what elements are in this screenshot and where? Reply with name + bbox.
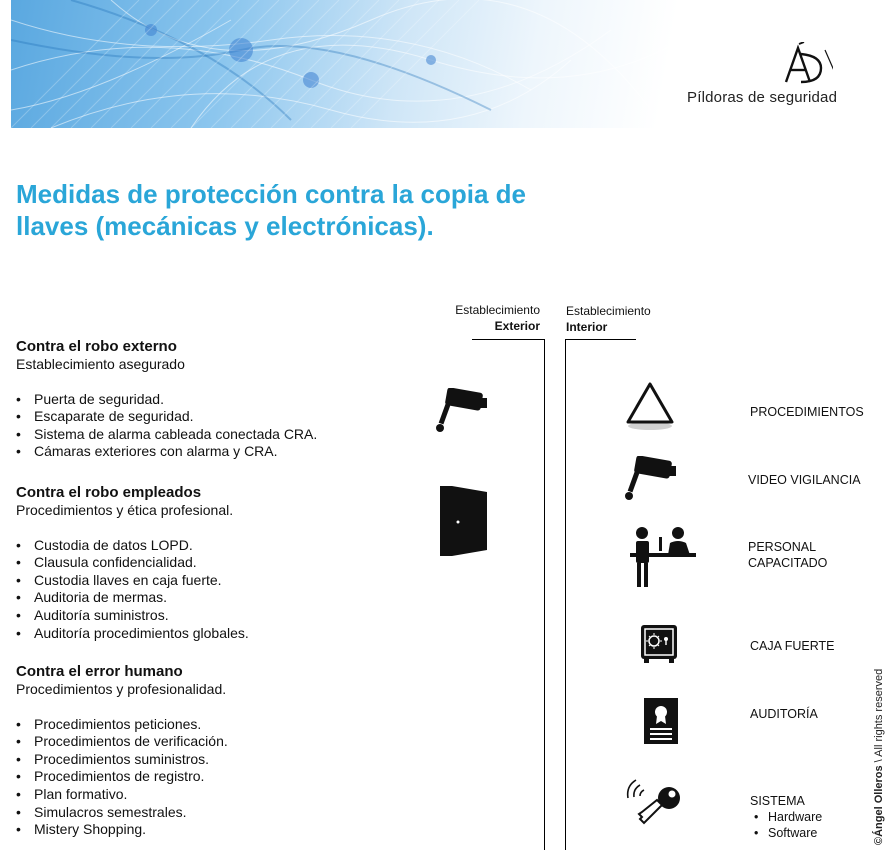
list-item: • Cámaras exteriores con alarma y CRA.: [16, 443, 416, 461]
list-item: • Hardware: [750, 809, 822, 825]
wireless-key-icon: [622, 774, 684, 828]
exterior-column-divider: [544, 339, 545, 850]
column-header-interior-top: Establecimiento: [566, 304, 651, 318]
section-robo-empleados: [16, 484, 416, 642]
list-item: • Software: [750, 825, 822, 841]
page-title: Medidas de protección contra la copia de llaves (mecánicas y electrónicas).: [16, 179, 527, 241]
label-procedimientos: PROCEDIMIENTOS: [750, 405, 864, 419]
column-header-exterior-top: Establecimiento: [455, 303, 540, 317]
certificate-icon: [644, 698, 678, 744]
label-personal-line2: CAPACITADO: [748, 556, 828, 570]
section-list: [16, 391, 416, 461]
list-item: • Mistery Shopping.: [16, 821, 416, 839]
label-sistema: [750, 793, 822, 841]
brand-tagline: Píldoras de seguridad: [687, 89, 838, 106]
interior-header-rule: [565, 339, 636, 340]
column-header-interior-bottom: Interior: [566, 320, 608, 334]
section-subtitle: Procedimientos y ética profesional.: [16, 502, 234, 518]
list-item: • Puerta de seguridad.: [16, 391, 416, 409]
list-item: • Clausula confidencialidad.: [16, 554, 416, 572]
label-video-vigilancia: VIDEO VIGILANCIA: [748, 473, 861, 487]
copyright-author: ©Ángel Olleros: [873, 765, 885, 845]
section-title: Contra el robo empleados: [16, 484, 202, 501]
list-item: • Escaparate de seguridad.: [16, 408, 416, 426]
list-item: • Custodia llaves en caja fuerte.: [16, 572, 416, 590]
network-background-graphic: [11, 0, 880, 128]
section-title: Contra el robo externo: [16, 338, 177, 355]
label-personal: [748, 539, 827, 571]
sistema-list: [750, 809, 822, 841]
list-item: • Custodia de datos LOPD.: [16, 537, 416, 555]
label-personal-line1: PERSONAL: [748, 540, 817, 554]
list-item: • Auditoria de mermas.: [16, 589, 416, 607]
staff-counter-icon: [628, 525, 698, 589]
list-item: • Auditoría procedimientos globales.: [16, 625, 416, 643]
list-item: • Procedimientos peticiones.: [16, 716, 416, 734]
list-item: • Procedimientos de verificación.: [16, 733, 416, 751]
list-item: • Auditoría suministros.: [16, 607, 416, 625]
brand-logo: [773, 42, 833, 88]
column-header-interior: [566, 303, 676, 335]
door-icon: [440, 486, 488, 556]
label-caja-fuerte: CAJA FUERTE: [750, 639, 835, 653]
interior-column-divider: [565, 339, 566, 850]
list-item: • Procedimientos de registro.: [16, 768, 416, 786]
section-robo-externo: [16, 338, 416, 461]
section-subtitle: Establecimiento asegurado: [16, 356, 185, 372]
header-banner: [11, 0, 880, 128]
column-header-exterior: [447, 302, 540, 334]
column-header-exterior-bottom: Exterior: [494, 319, 540, 333]
section-title: Contra el error humano: [16, 663, 183, 680]
section-list: [16, 716, 416, 839]
copyright-notice: ©Ángel Olleros \ All rights reserved: [873, 668, 885, 845]
label-auditoria: AUDITORÍA: [750, 707, 818, 721]
list-item: • Procedimientos suministros.: [16, 751, 416, 769]
label-sistema-title: SISTEMA: [750, 794, 805, 808]
warning-triangle-icon: [622, 380, 678, 432]
list-item: • Plan formativo.: [16, 786, 416, 804]
security-camera-icon: [434, 388, 488, 434]
safe-icon: [640, 624, 678, 664]
section-subtitle: Procedimientos y profesionalidad.: [16, 681, 227, 697]
copyright-rights: All rights reserved: [873, 668, 885, 757]
list-item: • Sistema de alarma cableada conectada CRA.: [16, 426, 416, 444]
security-camera-icon: [623, 456, 677, 502]
section-list: [16, 537, 416, 643]
list-item: • Simulacros semestrales.: [16, 804, 416, 822]
section-error-humano: [16, 663, 416, 839]
exterior-header-rule: [472, 339, 544, 340]
